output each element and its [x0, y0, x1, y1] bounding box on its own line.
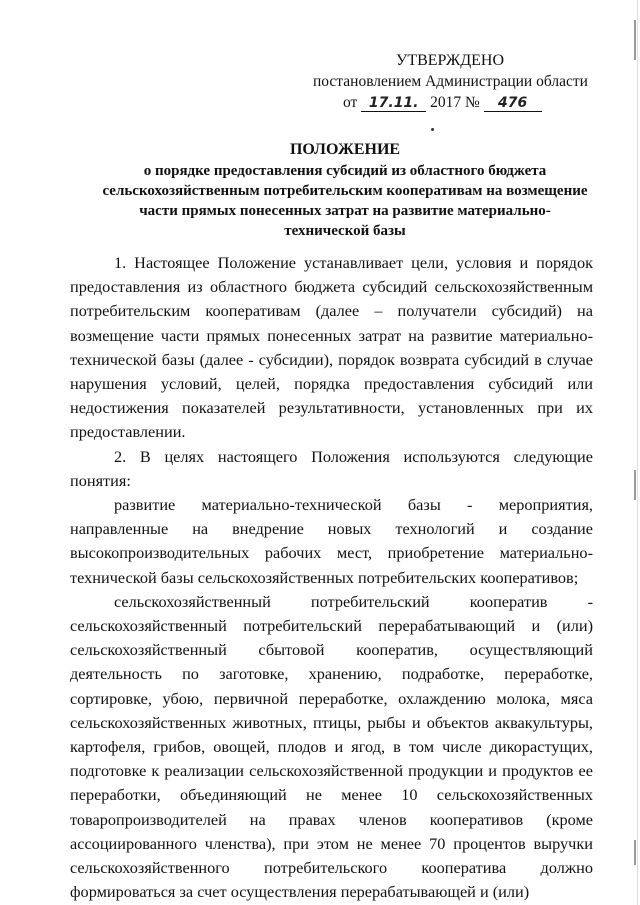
document-body	[70, 251, 593, 904]
paragraph-2: 2. В целях настоящего Положения используются следующие понятия:	[70, 446, 593, 490]
handwritten-date: 17.11.	[368, 95, 419, 111]
scan-edge	[629, 0, 638, 905]
from-label: от	[343, 94, 358, 111]
handwritten-number: 476	[498, 95, 528, 111]
approved-by: постановлением Администрации области	[313, 73, 588, 90]
paragraph-1: 1. Настоящее Положение устанавливает цели, условия и порядок предоставления из областного бюджета субсидий сельскохозяйственным потребительским кооперативам (далее – получатели субсидий) на возмещение части прямых понесенных затрат на развитие материально-технической базы (далее - субсидии), порядок возврата субсидий в случае нарушения условий, целей, порядка предоставления субсидий или недостижения показателей результативности, установленных при их предоставлении.	[70, 253, 593, 442]
approval-block	[300, 50, 600, 113]
paragraph-4: сельскохозяйственный потребительский кооператив - сельскохозяйственный потребительский перерабатывающий и (или) сельскохозяйственный сбытовой кооператив, осуществляющий деятельность по заготовке, хранению, подработке, переработке, сортировке, убою, первичной переработке, охлаждению молока, мяса сельскохозяйственных животных, птицы, рыбы и объектов аквакультуры, картофеля, грибов, овощей, плодов и ягод, в том числе дикорастущих, подготовке к реализации сельскохозяйственной продукции и продуктов ее переработки, объединяющий не менее 10 сельскохозяйственных товаропроизводителей на правах членов кооперативов (кроме ассоциированного членства), при этом не менее 70 процентов выручки сельскохозяйственного потребительского кооператива должно формироваться за счет осуществления перерабатывающей и (или)	[70, 591, 593, 902]
approval-date-line	[300, 92, 600, 113]
document-title	[100, 140, 590, 241]
title-subtitle: о порядке предоставления субсидий из областного бюджета сельскохозяйственным потребительским кооперативам на возмещение части прямых понесенных затрат на развитие материально-технической базы	[102, 163, 588, 239]
title-heading: ПОЛОЖЕНИЕ	[289, 141, 401, 158]
year-number-label: 2017 №	[430, 94, 480, 111]
number-field	[484, 95, 542, 112]
approved-label: УТВЕРЖДЕНО	[396, 52, 505, 69]
date-field	[361, 95, 426, 112]
ink-mark	[430, 127, 434, 131]
paragraph-3: развитие материально-технической базы - мероприятия, направленные на внедрение новых технологий и создание высокопроизводительных рабочих мест, приобретение материально-технической базы сельскохозяйственных потребительских кооперативов;	[70, 495, 593, 587]
